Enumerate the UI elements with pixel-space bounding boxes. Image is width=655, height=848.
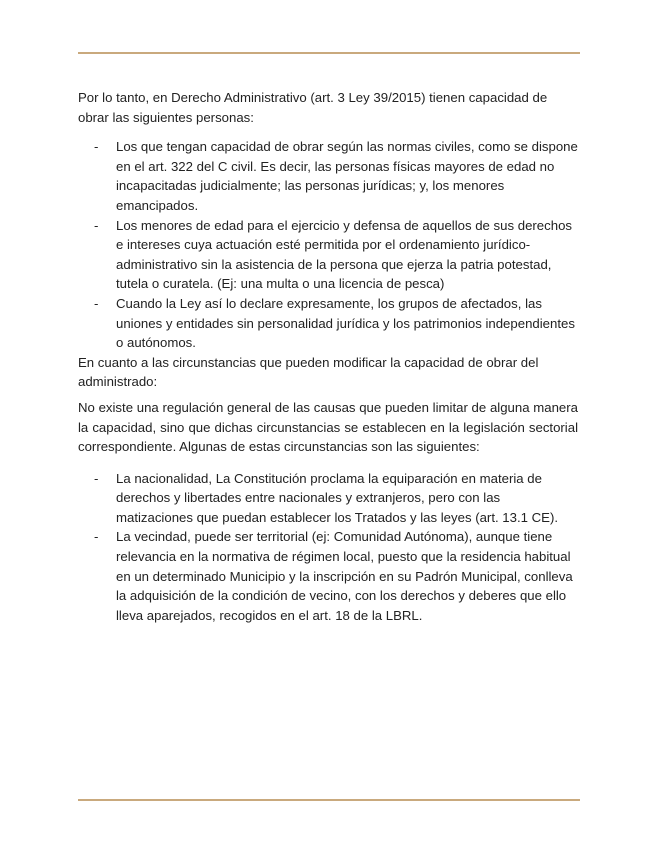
dash-marker: -: [94, 217, 99, 233]
circumstances-paragraph: No existe una regulación general de las causas que pueden limitar de alguna manera la capacidad, sino que dichas circunstancias se establecen en la legislación sectorial correspondiente. Algunas de estas circunstancias son las siguientes:: [78, 399, 578, 455]
header-divider: [78, 52, 580, 54]
list-item-text: Cuando la Ley así lo declare expresamente, los grupos de afectados, las uniones y entidades sin personalidad jurídica y los patrimonios independientes o autónomos.: [116, 295, 575, 351]
intro-paragraph: Por lo tanto, en Derecho Administrativo (art. 3 Ley 39/2015) tienen capacidad de obrar las siguientes personas:: [78, 90, 548, 125]
dash-marker: -: [94, 529, 99, 545]
circumstances-heading: En cuanto a las circunstancias que pueden modificar la capacidad de obrar del administrado:: [78, 354, 539, 390]
list-item-text: La vecindad, puede ser territorial (ej: Comunidad Autónoma), aunque tiene relevancia en la normativa de régimen local, puesto que la residencia habitual en un determinado Municipio y la inscripción en su Padrón Municipal, conlleva la adquisición de la condición de vecino, con los derechos y deberes que ello lleva aparejados, recogidos en el art. 18 de la LBRL.: [116, 529, 573, 623]
footer-divider: [78, 799, 580, 801]
list-item-text: Los menores de edad para el ejercicio y defensa de aquellos de sus derechos e intereses cuya actuación esté permitida por el ordenamiento jurídico-administrativo sin la asistencia de la persona que ejerza la patria potestad, tutela o curatela. (Ej: una multa o una licencia de pesca): [116, 217, 572, 292]
circumstances-list: [78, 469, 578, 626]
list-item-text: Los que tengan capacidad de obrar según las normas civiles, como se dispone en el art. 322 del C civil. Es decir, las personas físicas mayores de edad no incapacitadas judicialmente; las personas jurídicas; y, los menores emancipados.: [116, 139, 578, 213]
dash-marker: -: [94, 470, 99, 486]
list-item: [78, 216, 578, 294]
dash-marker: -: [94, 139, 99, 155]
list-item-text: La nacionalidad, La Constitución proclama la equiparación en materia de derechos y libertades entre nacionales y extranjeros, pero con las matizaciones que puedan establecer los Tratados y las leyes (art. 13.1 CE).: [116, 470, 559, 525]
list-item: [78, 137, 578, 215]
list-item: [78, 294, 578, 353]
list-item: [78, 469, 578, 528]
dash-marker: -: [94, 295, 99, 311]
list-item: [78, 527, 578, 625]
capacity-list: [78, 137, 578, 353]
document-body: [78, 88, 578, 625]
